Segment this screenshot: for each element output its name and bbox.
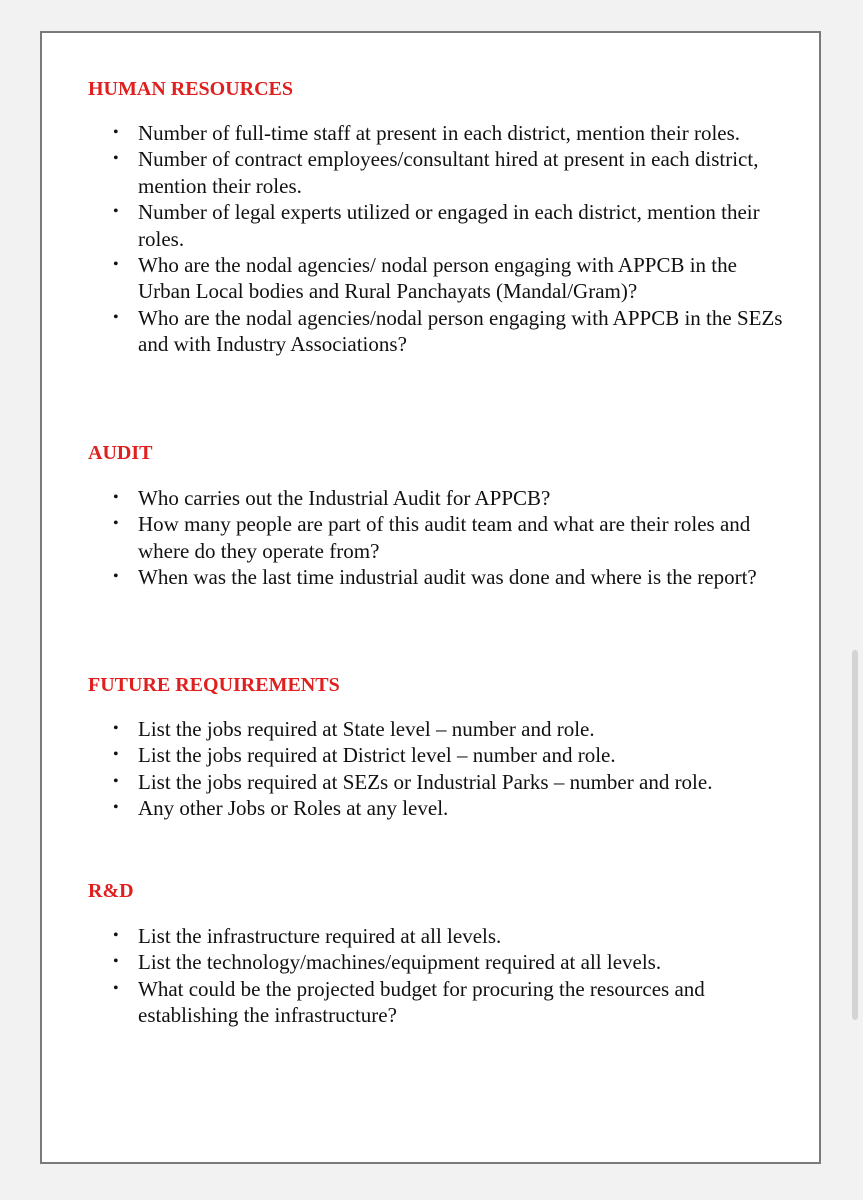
bullet-icon: • <box>113 568 119 586</box>
bullet-list <box>88 716 788 822</box>
bullet-icon: • <box>113 799 119 817</box>
section-heading: AUDIT <box>88 442 153 464</box>
list-item: • Number of contract employees/consultant hired at present in each district, mention their roles. <box>113 147 759 198</box>
list-item: • List the jobs required at State level – number and role. <box>113 717 595 741</box>
section-future-requirements <box>88 673 788 821</box>
list-item: • List the jobs required at District level – number and role. <box>113 743 616 768</box>
bullet-list <box>88 120 788 358</box>
bullet-list <box>88 923 788 1029</box>
list-item: • Who are the nodal agencies/nodal person engaging with APPCB in the SEZs and with Industry Associations? <box>113 305 783 357</box>
list-item: • When was the last time industrial audit was done and where is the report? <box>113 565 757 590</box>
bullet-icon: • <box>113 308 119 326</box>
bullet-list <box>88 485 788 591</box>
list-item: • Number of full-time staff at present in each district, mention their roles. <box>113 121 741 145</box>
section-audit <box>88 441 788 590</box>
bullet-icon: • <box>113 150 119 168</box>
bullet-icon: • <box>113 256 119 274</box>
bullet-icon: • <box>113 772 119 790</box>
bullet-icon: • <box>113 953 119 971</box>
list-item: • List the jobs required at SEZs or Industrial Parks – number and role. <box>113 769 713 794</box>
bullet-icon: • <box>113 720 119 737</box>
section-r-and-d <box>88 879 788 1028</box>
bullet-icon: • <box>113 746 119 764</box>
vertical-scrollbar[interactable] <box>850 0 860 1200</box>
section-heading: R&D <box>88 880 134 902</box>
list-item: • How many people are part of this audit team and what are their roles and where do they operate from? <box>113 512 751 563</box>
list-item: • What could be the projected budget for procuring the resources and establishing the infrastructure? <box>113 976 705 1028</box>
scrollbar-thumb[interactable] <box>852 650 858 1020</box>
list-item: • List the infrastructure required at all levels. <box>113 924 502 948</box>
section-human-resources <box>88 77 788 357</box>
list-item: • Number of legal experts utilized or engaged in each district, mention their roles. <box>113 200 760 251</box>
document-page <box>40 31 821 1164</box>
bullet-icon: • <box>113 124 119 141</box>
section-heading: HUMAN RESOURCES <box>88 78 294 100</box>
section-heading: FUTURE REQUIREMENTS <box>88 674 340 696</box>
list-item: • Any other Jobs or Roles at any level. <box>113 796 449 821</box>
bullet-icon: • <box>113 927 119 944</box>
bullet-icon: • <box>113 515 119 533</box>
list-item: • Who are the nodal agencies/ nodal person engaging with APPCB in the Urban Local bodies and Rural Panchayats (Mandal/Gram)? <box>113 253 737 304</box>
bullet-icon: • <box>113 203 119 221</box>
list-item: • List the technology/machines/equipment required at all levels. <box>113 950 662 975</box>
bullet-icon: • <box>113 489 119 506</box>
bullet-icon: • <box>113 979 119 997</box>
list-item: • Who carries out the Industrial Audit for APPCB? <box>113 486 551 510</box>
